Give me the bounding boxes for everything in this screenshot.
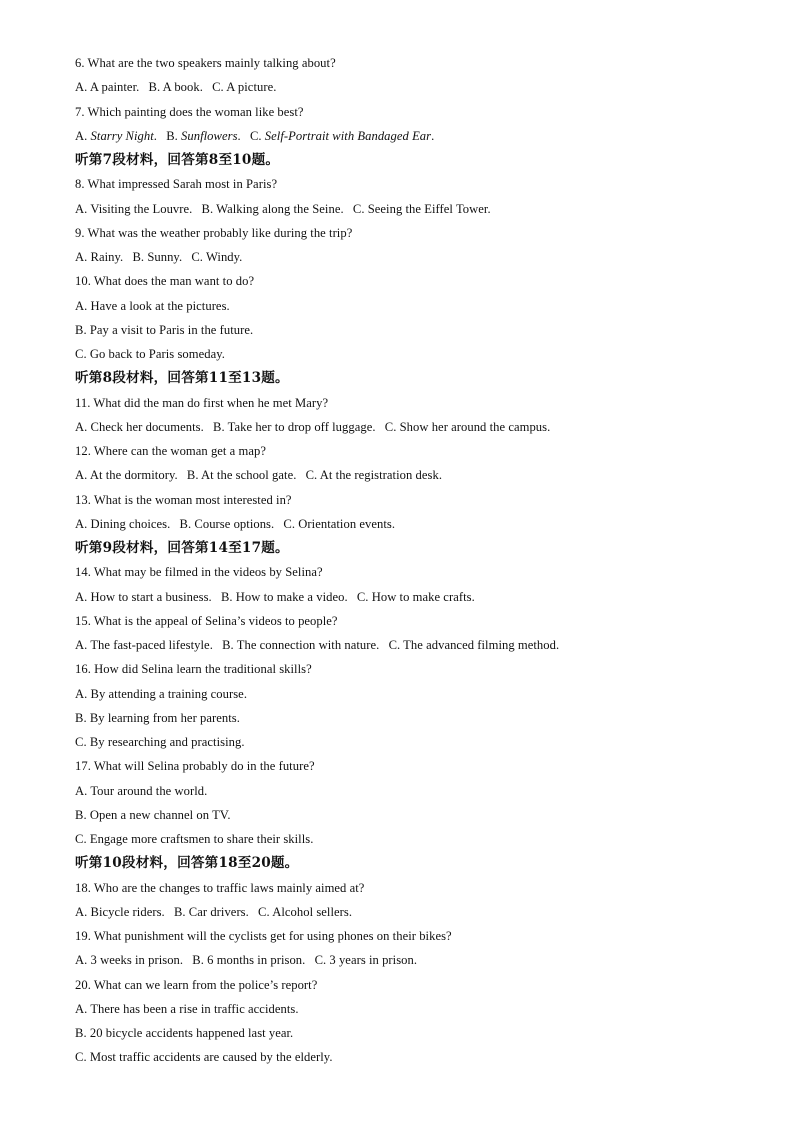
option-7b-prefix: B. bbox=[166, 128, 182, 143]
options-14 bbox=[75, 585, 755, 609]
options-12 bbox=[75, 463, 755, 487]
option-6b: B. A book. bbox=[148, 80, 203, 95]
option-7a-prefix: A. bbox=[75, 128, 91, 143]
question-17: 17. What will Selina probably do in the future? bbox=[75, 759, 315, 774]
option-7c-suffix: . bbox=[431, 128, 435, 143]
option-19b: B. 6 months in prison. bbox=[192, 953, 306, 968]
option-17a: A. Tour around the world. bbox=[75, 783, 208, 798]
option-9c: C. Windy. bbox=[191, 250, 243, 264]
question-16: 16. How did Selina learn the traditional skills? bbox=[75, 662, 312, 677]
option-7a-suffix: . bbox=[153, 128, 157, 143]
option-11b: B. Take her to drop off luggage. bbox=[213, 419, 376, 434]
option-18c: C. Alcohol sellers. bbox=[258, 904, 353, 919]
question-8: 8. What impressed Sarah most in Paris? bbox=[75, 177, 278, 192]
option-7c-prefix: C. bbox=[249, 128, 265, 143]
option-15b: B. The connection with nature. bbox=[222, 638, 380, 652]
option-10b: B. Pay a visit to Paris in the future. bbox=[75, 322, 254, 337]
option-16a: A. By attending a training course. bbox=[75, 686, 248, 701]
option-16b: B. By learning from her parents. bbox=[75, 710, 240, 725]
option-16c: C. By researching and practising. bbox=[75, 735, 245, 749]
section-heading-7: 听第7段材料，回答第8至10题。 bbox=[75, 152, 280, 168]
option-14c: C. How to make crafts. bbox=[356, 589, 475, 604]
option-7c bbox=[250, 129, 434, 143]
question-6: 6. What are the two speakers mainly talking about? bbox=[75, 56, 336, 70]
option-7b-suffix: . bbox=[237, 128, 241, 143]
question-9: 9. What was the weather probably like during the trip? bbox=[75, 225, 353, 240]
listening-section bbox=[75, 51, 755, 1070]
option-6c: C. A picture. bbox=[212, 80, 277, 95]
option-19c: C. 3 years in prison. bbox=[314, 953, 418, 968]
options-15 bbox=[75, 633, 755, 657]
option-17c: C. Engage more craftsmen to share their skills. bbox=[75, 832, 314, 846]
question-12: 12. Where can the woman get a map? bbox=[75, 444, 266, 458]
option-13c: C. Orientation events. bbox=[283, 516, 396, 531]
options-13 bbox=[75, 512, 755, 536]
option-14b: B. How to make a video. bbox=[220, 589, 348, 604]
option-20b: B. 20 bicycle accidents happened last year. bbox=[75, 1026, 294, 1040]
option-13a: A. Dining choices. bbox=[75, 516, 171, 531]
option-12c: C. At the registration desk. bbox=[305, 468, 443, 483]
option-18b: B. Car drivers. bbox=[173, 904, 249, 919]
option-8b: B. Walking along the Seine. bbox=[201, 201, 344, 216]
option-10a: A. Have a look at the pictures. bbox=[75, 298, 230, 313]
option-7b bbox=[166, 129, 241, 143]
option-17b: B. Open a new channel on TV. bbox=[75, 807, 231, 822]
question-20: 20. What can we learn from the police’s report? bbox=[75, 977, 318, 992]
option-9a: A. Rainy. bbox=[75, 250, 124, 264]
question-18: 18. Who are the changes to traffic laws mainly aimed at? bbox=[75, 880, 365, 895]
question-11: 11. What did the man do first when he met Mary? bbox=[75, 395, 329, 410]
option-20c: C. Most traffic accidents are caused by the elderly. bbox=[75, 1050, 333, 1065]
option-11a: A. Check her documents. bbox=[75, 419, 204, 434]
question-15: 15. What is the appeal of Selina’s videos to people? bbox=[75, 613, 338, 628]
option-19a: A. 3 weeks in prison. bbox=[75, 953, 184, 968]
option-7a bbox=[75, 129, 157, 143]
option-15c: C. The advanced filming method. bbox=[388, 638, 560, 652]
option-7c-title: Self-Portrait with Bandaged Ear bbox=[264, 128, 432, 143]
option-20a: A. There has been a rise in traffic accidents. bbox=[75, 1001, 299, 1016]
section-heading-9: 听第9段材料，回答第14至17题。 bbox=[75, 540, 289, 556]
options-11 bbox=[75, 415, 755, 439]
question-19: 19. What punishment will the cyclists get for using phones on their bikes? bbox=[75, 929, 452, 943]
options-7 bbox=[75, 124, 755, 148]
question-13: 13. What is the woman most interested in? bbox=[75, 492, 292, 507]
section-heading-8: 听第8段材料，回答第11至13题。 bbox=[75, 370, 289, 387]
section-heading-10: 听第10段材料，回答第18至20题。 bbox=[75, 855, 299, 872]
option-12a: A. At the dormitory. bbox=[75, 468, 178, 483]
option-8c: C. Seeing the Eiffel Tower. bbox=[352, 201, 491, 216]
option-7b-title: Sunflowers bbox=[181, 128, 238, 143]
question-10: 10. What does the man want to do? bbox=[75, 274, 255, 289]
options-6 bbox=[75, 75, 755, 99]
question-7: 7. Which painting does the woman like best? bbox=[75, 104, 304, 119]
options-8 bbox=[75, 197, 755, 221]
option-15a: A. The fast-paced lifestyle. bbox=[75, 638, 213, 652]
options-18 bbox=[75, 900, 755, 924]
question-14: 14. What may be filmed in the videos by Selina? bbox=[75, 565, 323, 580]
options-19 bbox=[75, 948, 755, 972]
option-6a: A. A painter. bbox=[75, 80, 140, 95]
options-9 bbox=[75, 245, 755, 269]
option-8a: A. Visiting the Louvre. bbox=[75, 201, 193, 216]
option-7a-title: Starry Night bbox=[90, 128, 154, 143]
option-11c: C. Show her around the campus. bbox=[384, 419, 551, 434]
option-13b: B. Course options. bbox=[179, 516, 275, 531]
option-9b: B. Sunny. bbox=[132, 250, 183, 264]
option-18a: A. Bicycle riders. bbox=[75, 904, 165, 919]
option-12b: B. At the school gate. bbox=[186, 468, 297, 483]
option-10c: C. Go back to Paris someday. bbox=[75, 347, 225, 361]
option-14a: A. How to start a business. bbox=[75, 589, 212, 604]
